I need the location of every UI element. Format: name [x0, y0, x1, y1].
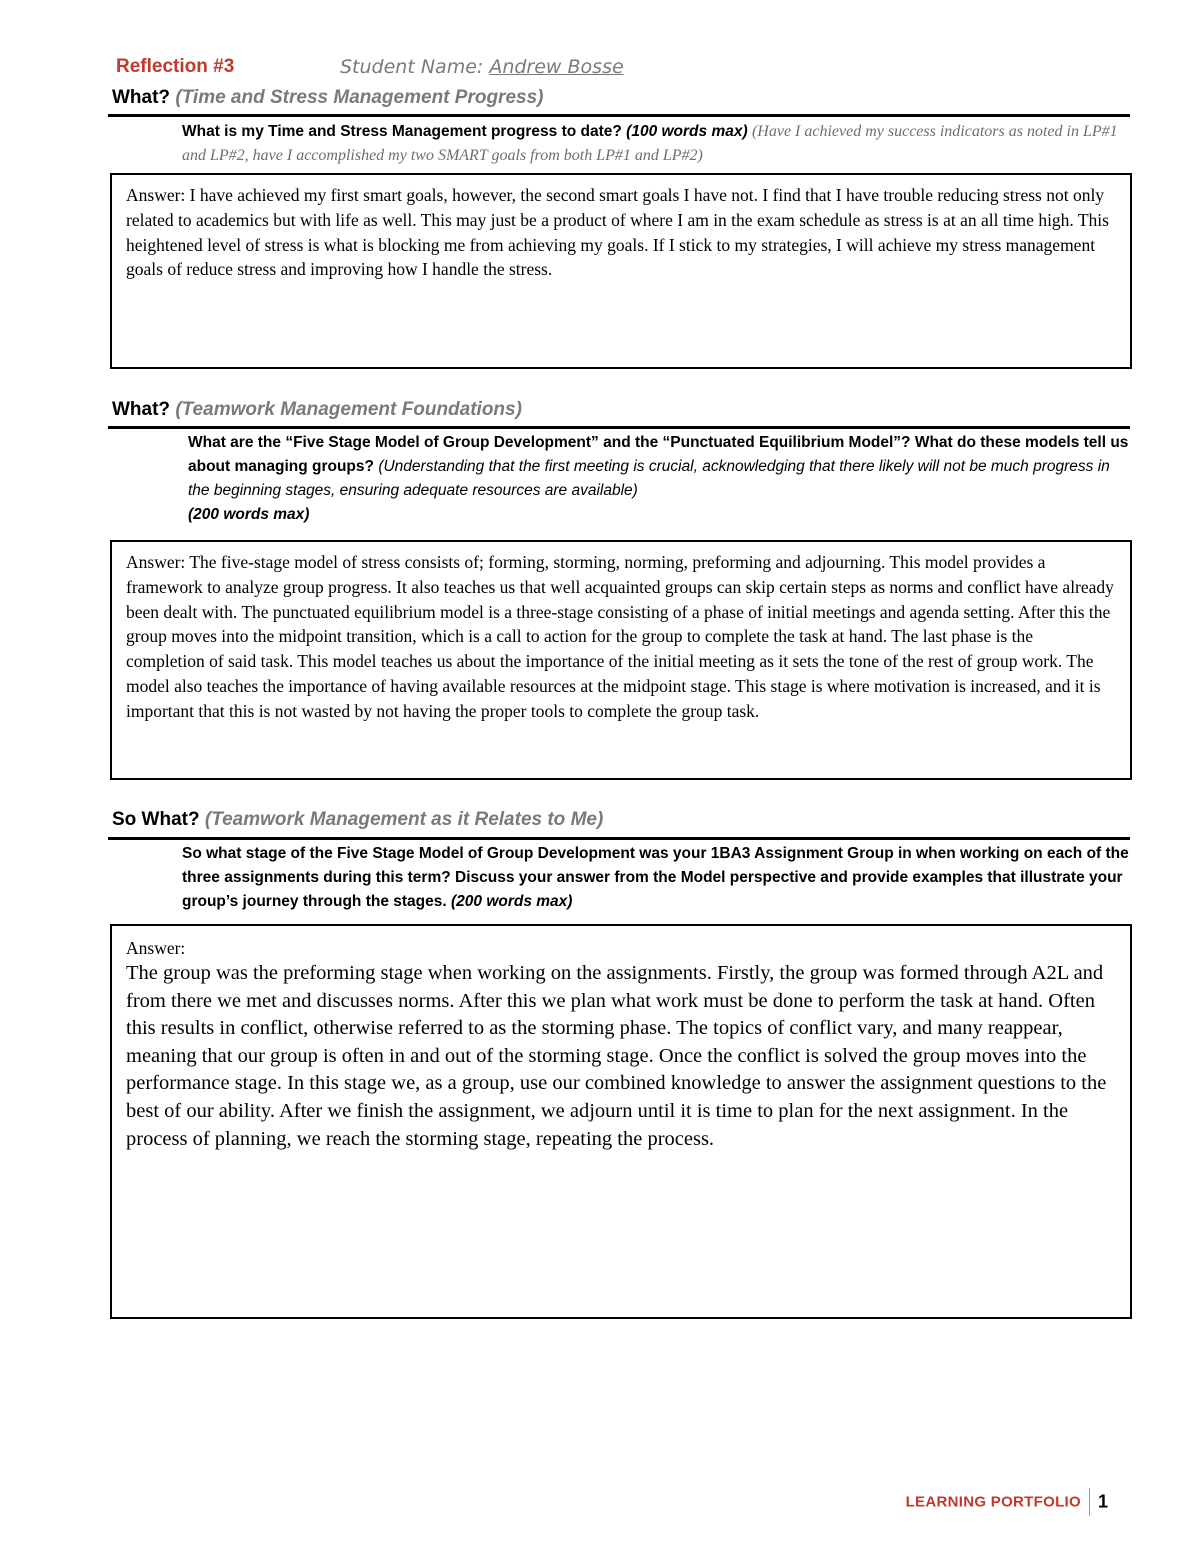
section-1-word-limit: (100 words max) [626, 123, 748, 140]
section-3-subtitle: (Teamwork Management as it Relates to Me) [204, 809, 604, 830]
section-3-heading [112, 809, 603, 831]
section-2-rule [108, 426, 1130, 429]
page-footer [906, 1488, 1108, 1518]
section-3-word-limit: (200 words max) [450, 893, 573, 910]
section-1-rule [108, 114, 1130, 117]
section-1-question-text: What is my Time and Stress Management progress to date? [182, 123, 622, 140]
section-1-hint: (Have I achieved my success indicators as noted in LP#1 and LP#2, have I accomplished my two SMART goals from both LP#1 and LP#2) [182, 123, 1118, 164]
section-2-lead: What? [112, 399, 171, 420]
section-1-answer: Answer: I have achieved my first smart goals, however, the second smart goals I have not. I find that I have trouble reducing stress not only related to academics but with life as well. This may just be a product of where I am in the exam schedule as stress is at an all time high. This heightened level of stress is what is blocking me from achieving my goals. If I stick to my strategies, I will achieve my stress management goals of reduce stress and improving how I handle the stress. [126, 185, 1109, 280]
student-name-label: Student Name: [340, 56, 490, 78]
reflection-title: Reflection #3 [116, 56, 235, 77]
section-3-answer-label: Answer: [126, 938, 186, 958]
section-1-subtitle: (Time and Stress Management Progress) [175, 87, 544, 108]
section-3-question [182, 842, 1132, 914]
section-2-word-limit: (200 words max) [188, 506, 310, 523]
section-2-question-text: What are the “Five Stage Model of Group Development” and the “Punctuated Equilibrium Model”? What do these models tell us about managing groups? [188, 434, 1129, 475]
section-1-answer-box [110, 173, 1132, 369]
section-2-question [188, 431, 1132, 527]
section-3-question-text: So what stage of the Five Stage Model of Group Development was your 1BA3 Assignment Group in when working on each of the three assignments during this term? Discuss your answer from the Model perspective and provide examples that illustrate your group’s journey through the stages. [182, 845, 1129, 910]
section-1-question [182, 120, 1132, 168]
student-name-field [340, 56, 624, 78]
section-3-rule [108, 837, 1130, 840]
section-2-answer: Answer: The five-stage model of stress consists of; forming, storming, norming, preforming and adjourning. This model provides a framework to analyze group progress. It also teaches us that well acquainted groups can skip certain steps as norms and conflict have already been dealt with. The punctuated equilibrium model is a three-stage consisting of a phase of initial meetings and agenda setting. After this the group moves into the midpoint transition, which is a call to action for the group to complete the task at hand. The last phase is the completion of said task. This model teaches us about the importance of the initial meeting as it sets the tone of the rest of group work. The model also teaches the importance of having available resources at the midpoint stage. This stage is where motivation is increased, and it is important that this is not wasted by not having the proper tools to complete the group task. [126, 552, 1114, 721]
section-2-heading [112, 399, 522, 421]
section-3-answer: The group was the preforming stage when working on the assignments. Firstly, the group was formed through A2L and from there we met and discusses norms. After this we plan what work must be done to perform the task at hand. Often this results in conflict, otherwise referred to as the storming phase. The topics of conflict vary, and many reappear, meaning that our group is often in and out of the storming stage. Once the conflict is solved the group moves into the performance stage. In this stage we, as a group, use our combined knowledge to answer the assignment questions to the best of our ability. After we finish the assignment, we adjourn until it is time to plan for the next assignment. In the process of planning, we reach the storming stage, repeating the process. [126, 962, 1107, 1150]
footer-label: LEARNING PORTFOLIO [905, 1493, 1081, 1511]
section-2-answer-box [110, 540, 1132, 780]
section-3-lead: So What? [112, 809, 200, 830]
section-2-hint: (Understanding that the first meeting is crucial, acknowledging that there likely will not be much progress in the beginning stages, ensuring adequate resources are available) [188, 458, 1110, 499]
page-number: 1 [1097, 1491, 1108, 1512]
footer-divider [1089, 1488, 1090, 1516]
section-2-subtitle: (Teamwork Management Foundations) [175, 399, 522, 420]
section-1-heading [112, 87, 543, 109]
student-name-value: Andrew Bosse [489, 56, 624, 78]
section-1-lead: What? [112, 87, 171, 108]
section-3-answer-box [110, 924, 1132, 1319]
